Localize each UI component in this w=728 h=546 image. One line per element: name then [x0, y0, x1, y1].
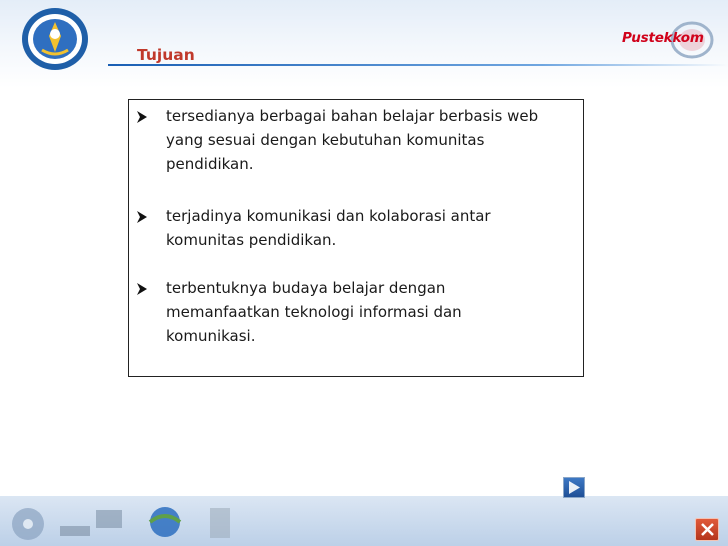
next-slide-button[interactable] [563, 477, 585, 498]
title-divider [108, 64, 728, 66]
ministry-emblem-icon [20, 6, 90, 72]
arrow-bullet-icon [135, 210, 149, 224]
content-box [128, 99, 584, 377]
play-triangle-icon [568, 481, 581, 494]
arrow-bullet-icon [135, 282, 149, 296]
close-button[interactable] [695, 518, 719, 541]
bullet-text: tersedianya berbagai bahan belajar berbasis web yang sesuai dengan kebutuhan komunitas pendidikan. [166, 107, 539, 173]
brand-logo-text: Pustekkom [622, 30, 704, 46]
footer-decoration [0, 496, 728, 546]
slide-title: Tujuan [137, 46, 195, 64]
bullet-text: terjadinya komunikasi dan kolaborasi antar komunitas pendidikan. [166, 207, 491, 249]
bullet-text: terbentuknya budaya belajar dengan memanfaatkan teknologi informasi dan komunikasi. [166, 279, 462, 345]
close-x-icon [701, 523, 714, 536]
arrow-bullet-icon [135, 110, 149, 124]
